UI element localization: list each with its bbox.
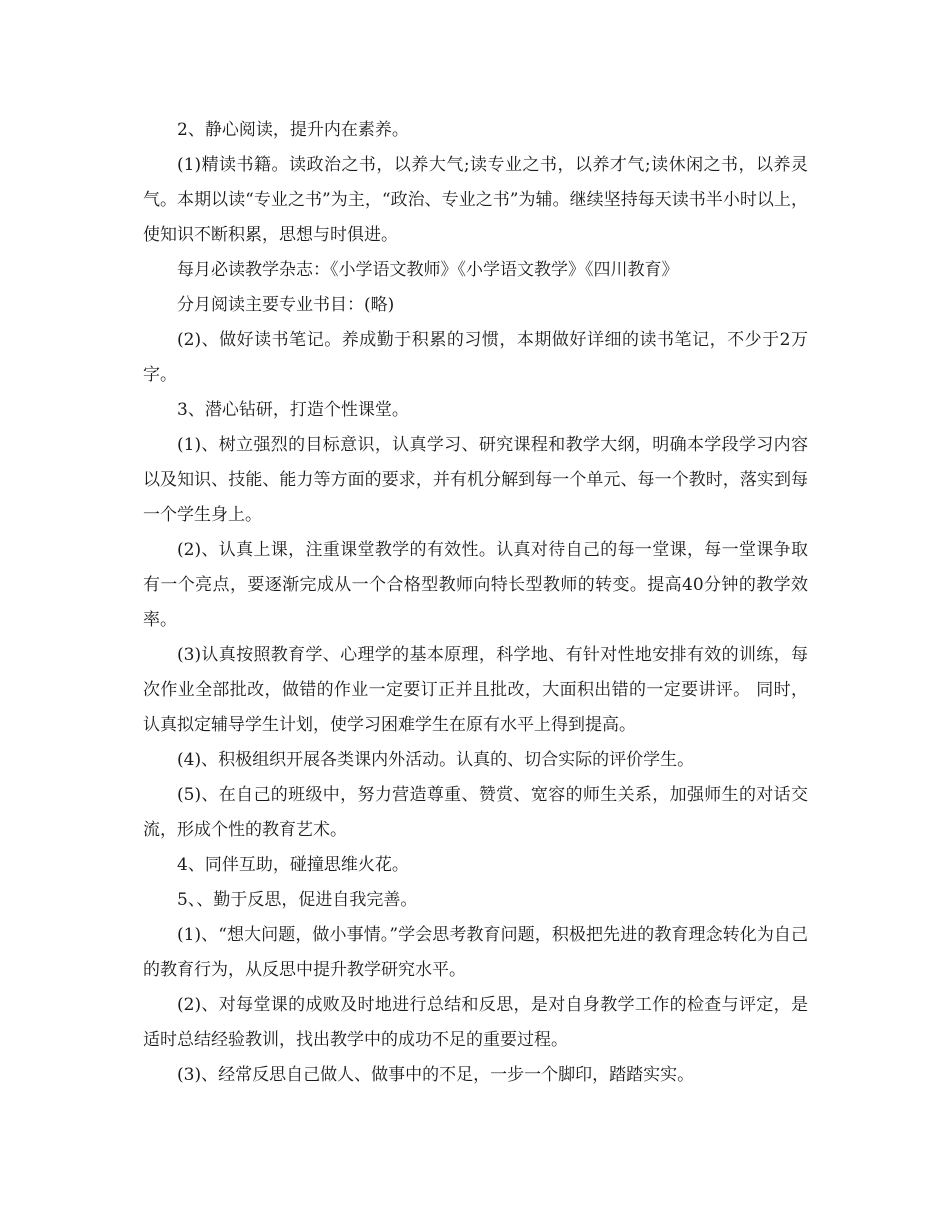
- paragraph-monthly-magazines: 每月必读教学杂志：《小学语文教师》《小学语文教学》《四川教育》: [177, 260, 679, 280]
- paragraph-self-reflection: (3)、经常反思自己做人、做事中的不足，一步一个脚印，踏踏实实。: [177, 1065, 695, 1085]
- paragraph-big-questions: (1)、“想大问题，做小事情。”学会思考教育问题，积极把先进的教育理念转化为自己的教育行为，从反思中提升教学研究水平。: [143, 925, 808, 980]
- paragraph-class-relations: (5)、在自己的班级中，努力营造尊重、赞赏、宽容的师生关系，加强师生的对话交流，形成个性的教育艺术。: [143, 785, 808, 840]
- paragraph-goal-awareness: (1)、树立强烈的目标意识，认真学习、研究课程和教学大纲，明确本学段学习内容以及知识、技能、能力等方面的要求，并有机分解到每一个单元、每一个教时，落实到每一个学生身上。: [143, 435, 808, 525]
- section-heading-3: 3、潜心钻研，打造个性课堂。: [177, 400, 409, 420]
- paragraph-activities: (4)、积极组织开展各类课内外活动。认真的、切合实际的评价学生。: [177, 750, 695, 770]
- paragraph-monthly-booklist: 分月阅读主要专业书目：(略): [177, 295, 395, 315]
- section-heading-5: 5、、勤于反思，促进自我完善。: [177, 890, 418, 910]
- paragraph-training-homework: (3)认真按照教育学、心理学的基本原理，科学地、有针对性地安排有效的训练，每次作业全部批改，做错的作业一定要订正并且批改，大面积出错的一定要讲评。 同时，认真拟定辅导学生计划，使学习困难学生在原有水平上得到提高。: [143, 645, 808, 735]
- section-heading-4: 4、同伴互助，碰撞思维火花。: [177, 855, 409, 875]
- paragraph-effective-class: (2)、认真上课，注重课堂教学的有效性。认真对待自己的每一堂课，每一堂课争取有一个亮点，要逐渐完成从一个合格型教师向特长型教师的转变。提高40分钟的教学效率。: [143, 540, 808, 630]
- document-body: [143, 113, 808, 1093]
- paragraph-reading-notes: (2)、做好读书笔记。养成勤于积累的习惯，本期做好详细的读书笔记，不少于2万字。: [143, 330, 808, 385]
- paragraph-lesson-reflection: (2)、对每堂课的成败及时地进行总结和反思，是对自身教学工作的检查与评定，是适时总结经验教训，找出教学中的成功不足的重要过程。: [143, 995, 808, 1050]
- paragraph-reading-books: (1)精读书籍。读政治之书，以养大气;读专业之书，以养才气;读休闲之书，以养灵气。本期以读“专业之书”为主，“政治、专业之书”为辅。继续坚持每天读书半小时以上，使知识不断积累，思想与时俱进。: [143, 155, 808, 245]
- section-heading-2: 2、静心阅读，提升内在素养。: [177, 120, 409, 140]
